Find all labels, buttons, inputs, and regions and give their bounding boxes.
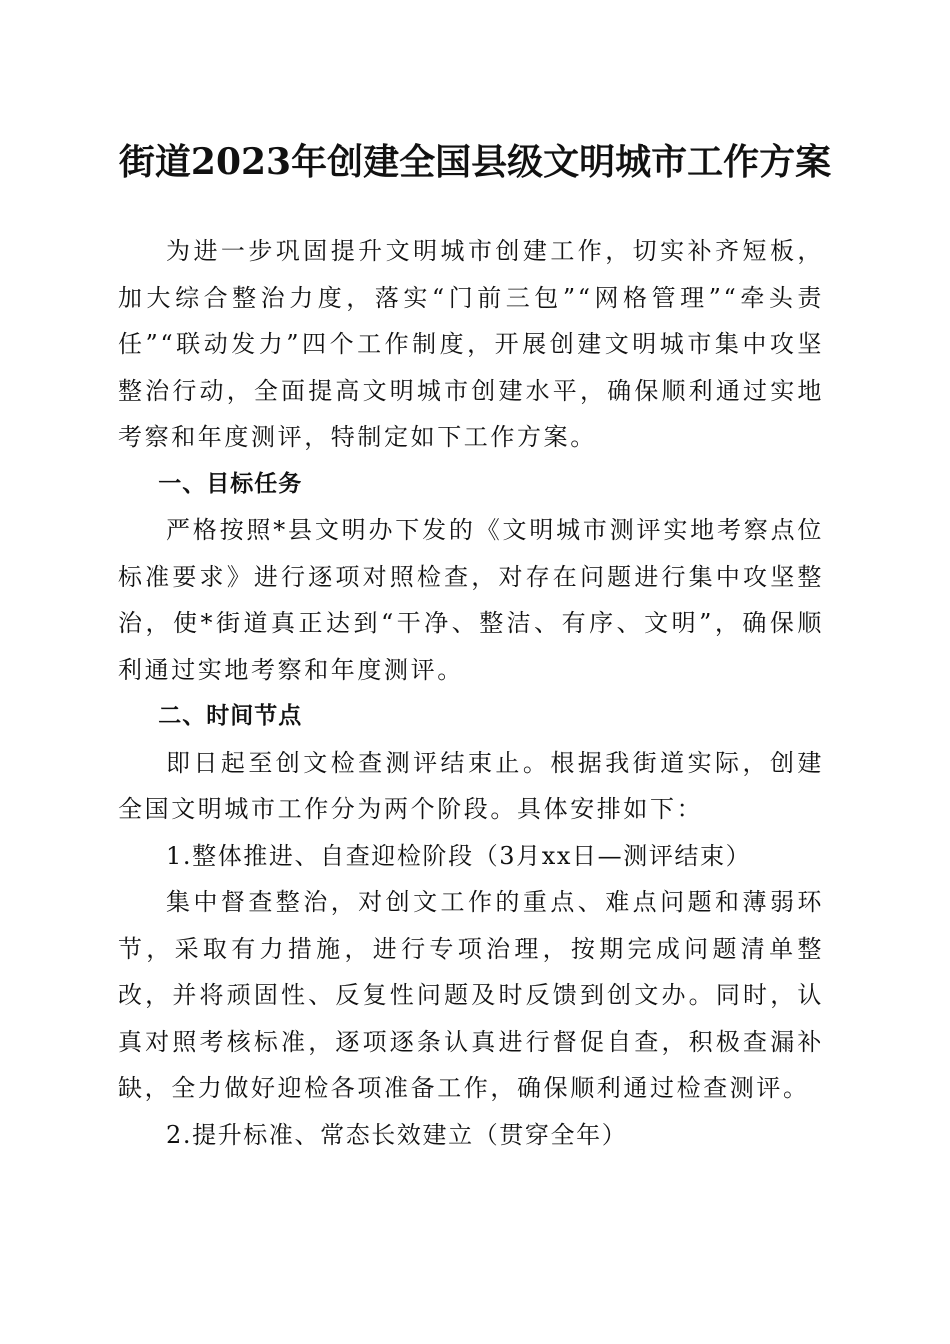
section-heading-timeline: 二、时间节点 [158,703,303,729]
timeline-paragraph: 即日起至创文检查测评结束止。根据我街道实际，创建全国文明城市工作分为两个阶段。具体安排如下： [118,748,824,823]
stage1-heading: 1.整体推进、自查迎检阶段（3月xx日—测评结束） [166,841,752,870]
intro-paragraph: 为进一步巩固提升文明城市创建工作，切实补齐短板，加大综合整治力度，落实“门前三包”“网格管理”“牵头责任”“联动发力”四个工作制度，开展创建文明城市集中攻坚整治行动，全面提高文明城市创建水平，确保顺利通过实地考察和年度测评，特制定如下工作方案。 [118,237,824,451]
goals-paragraph: 严格按照*县文明办下发的《文明城市测评实地考察点位标准要求》进行逐项对照检查，对存在问题进行集中攻坚整治，使*街道真正达到“干净、整洁、有序、文明”，确保顺利通过实地考察和年度测评。 [118,516,824,684]
stage1-paragraph: 集中督查整治，对创文工作的重点、难点问题和薄弱环节，采取有力措施，进行专项治理，按期完成问题清单整改，并将顽固性、反复性问题及时反馈到创文办。同时，认真对照考核标准，逐项逐条认真进行督促自查，积极查漏补缺，全力做好迎检各项准备工作，确保顺利通过检查测评。 [118,888,824,1102]
section-heading-goals: 一、目标任务 [158,470,303,497]
stage2-heading: 2.提升标准、常态长效建立（贯穿全年） [166,1120,628,1149]
document-title: 街道2023年创建全国县级文明城市工作方案 [118,141,832,183]
document-body [118,228,824,1158]
